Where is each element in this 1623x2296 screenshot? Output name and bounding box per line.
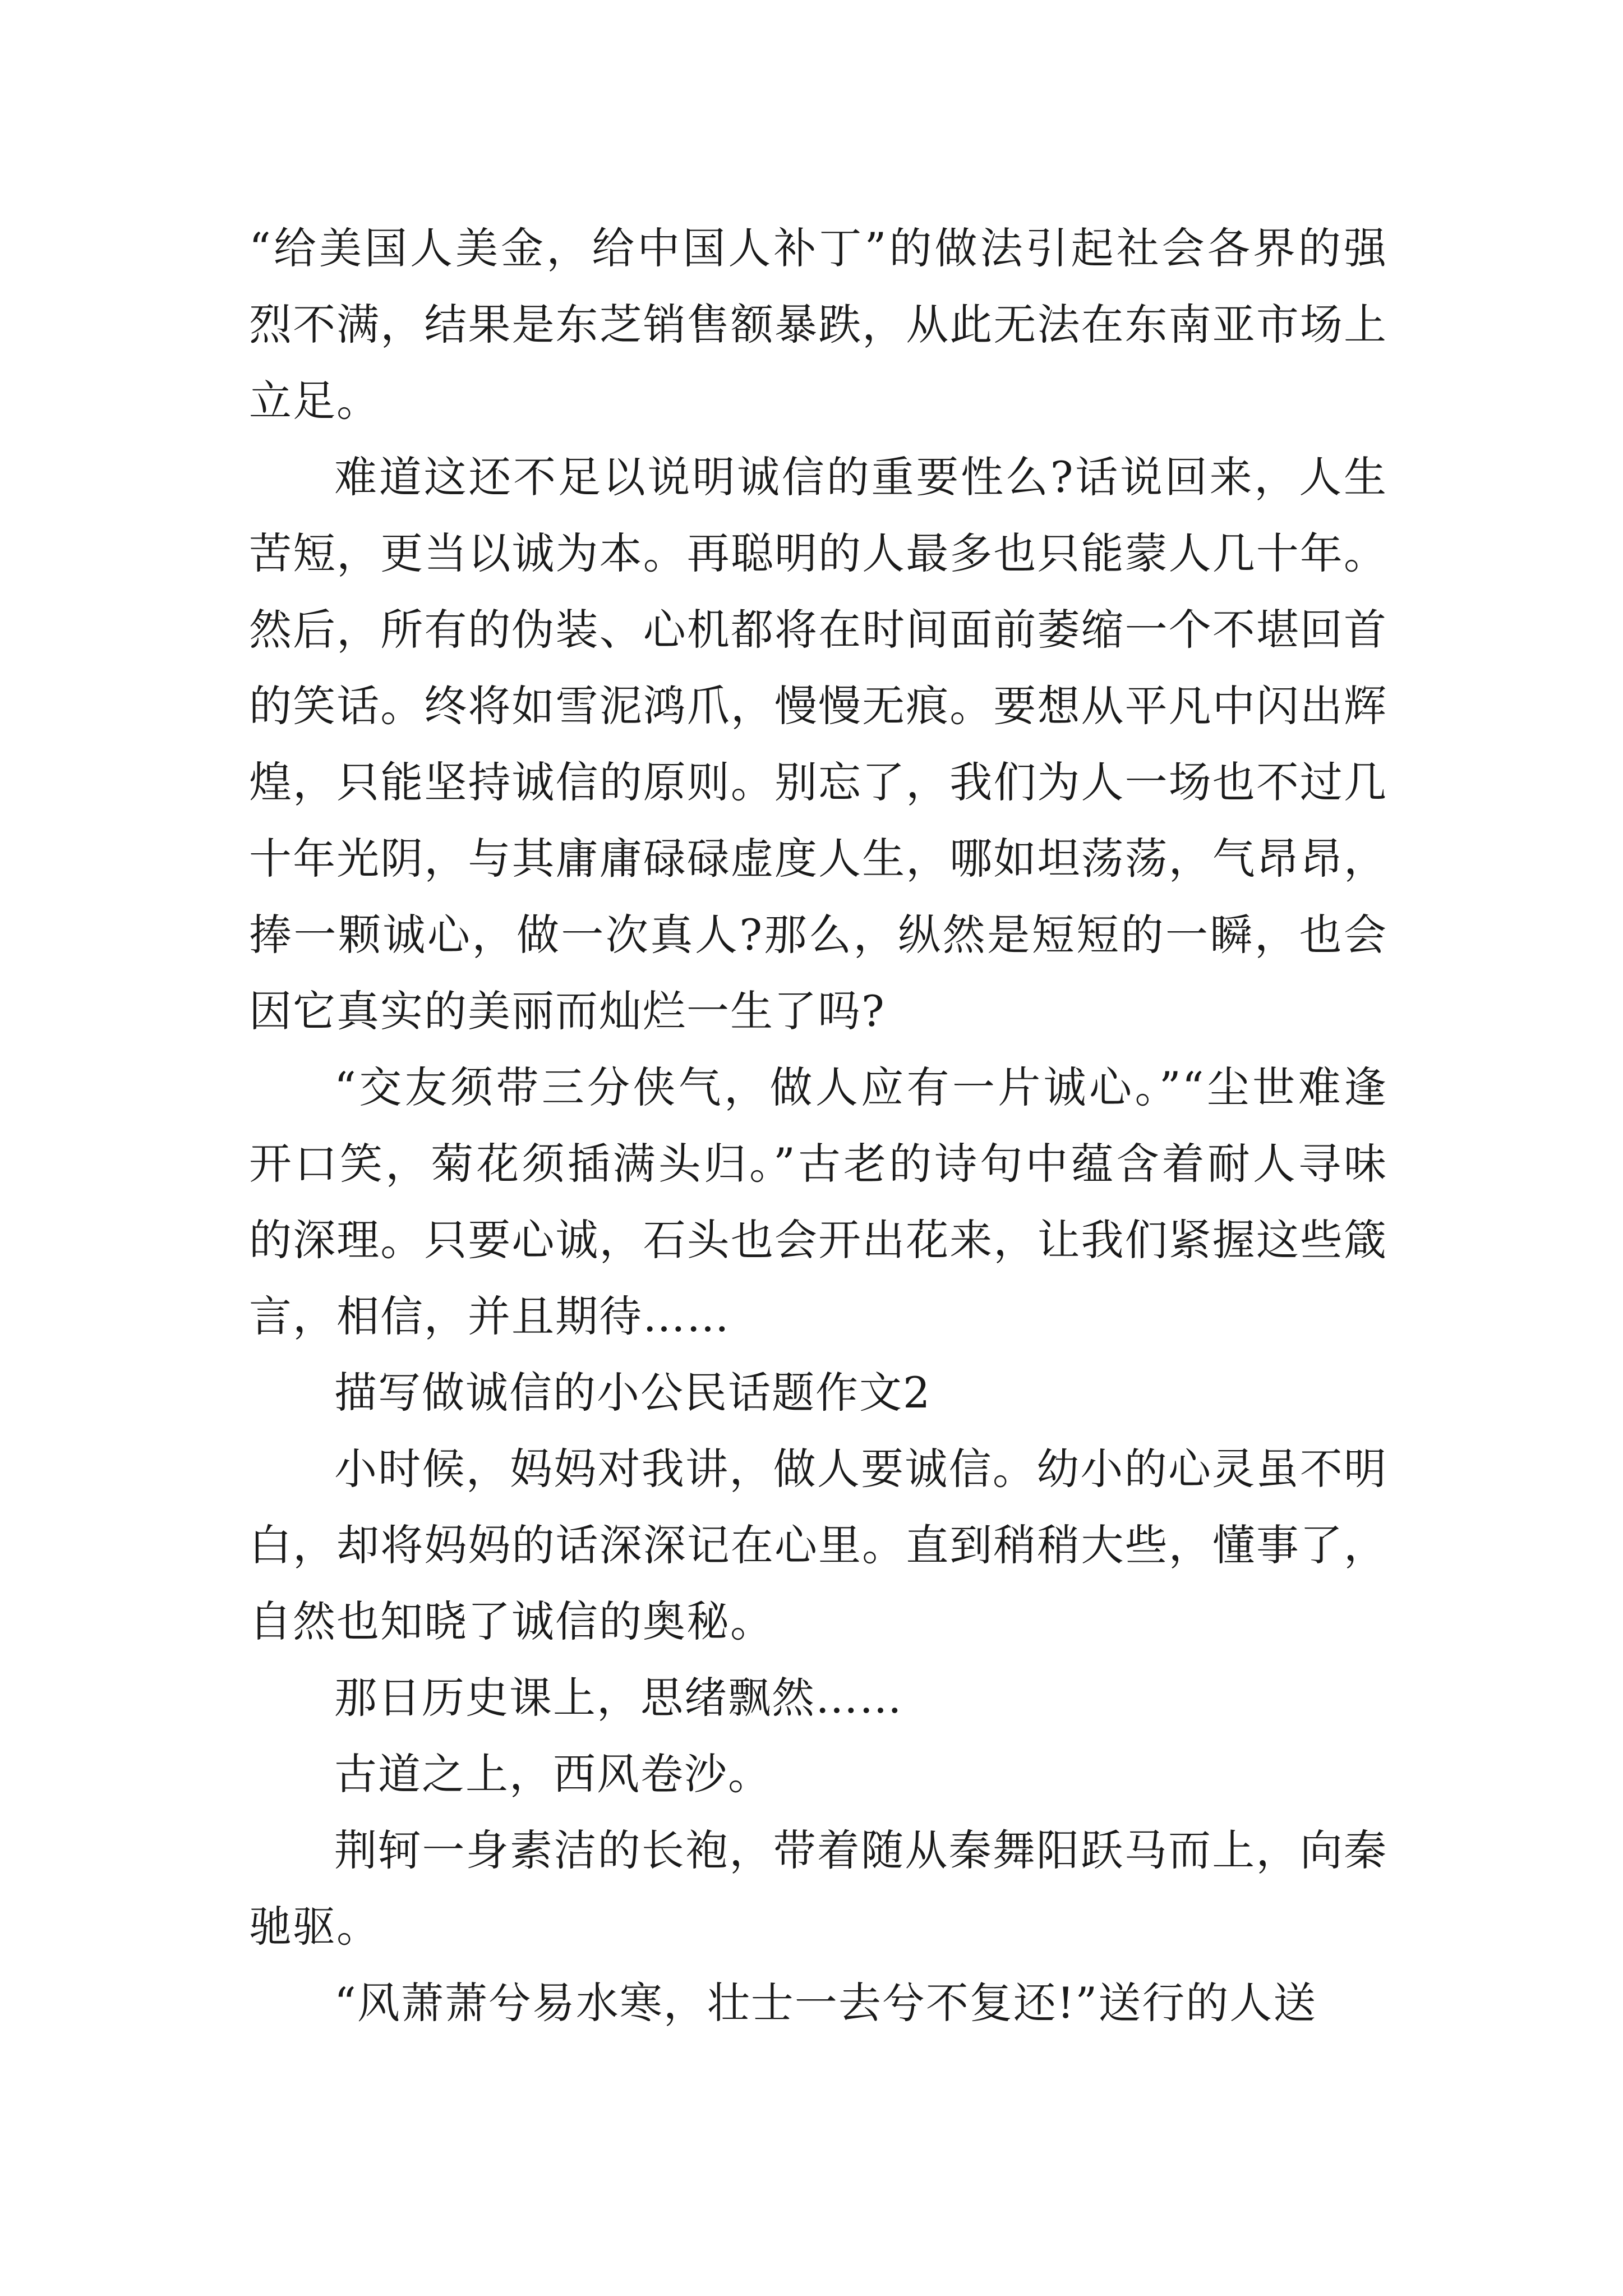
paragraph-integrity-importance: 难道这还不足以说明诚信的重要性么?话说回来，人生苦短，更当以诚为本。再聪明的人最多也只能蒙人几十年。然后，所有的伪装、心机都将在时间面前萎缩一个不堪回首的笑话。终将如雪泥鸿爪，慢慢无痕。要想从平凡中闪出辉煌，只能坚持诚信的原则。别忘了，我们为人一场也不过几十年光阴，与其庸庸碌碌虚度人生，哪如坦荡荡，气昂昂，捧一颗诚心，做一次真人?那么，纵然是短短的一瞬，也会因它真实的美丽而灿烂一生了吗? — [249, 452, 1387, 1036]
paragraph-childhood: 小时候，妈妈对我讲，做人要诚信。幼小的心灵虽不明白，却将妈妈的话深深记在心里。直到稍稍大些，懂事了，自然也知晓了诚信的奥秘。 — [249, 1444, 1387, 1646]
paragraph-ancient-road: 古道之上，西风卷沙。 — [334, 1749, 772, 1799]
paragraph-poem-quotes: “交友须带三分侠气，做人应有一片诚心。”“尘世难逢开口笑，菊花须插满头归。”古老的诗句中蕴含着耐人寻味的深理。只要心诚，石头也会开出花来，让我们紧握这些箴言，相信，并且期待…… — [249, 1062, 1387, 1341]
essay-title: 描写做诚信的小公民话题作文2 — [334, 1368, 932, 1418]
paragraph-history-class: 那日历史课上，思绪飘然…… — [334, 1673, 903, 1723]
paragraph-toshiba: “给美国人美金，给中国人补丁”的做法引起社会各界的强烈不满，结果是东芝销售额暴跌，从此无法在东南亚市场上立足。 — [249, 223, 1387, 426]
paragraph-jingke: 荆轲一身素洁的长袍，带着随从秦舞阳跃马而上，向秦驰驱。 — [249, 1825, 1387, 1952]
document-body — [249, 210, 1387, 2041]
paragraph-farewell: “风萧萧兮易水寒，壮士一去兮不复还!”送行的人送 — [334, 1978, 1317, 2028]
